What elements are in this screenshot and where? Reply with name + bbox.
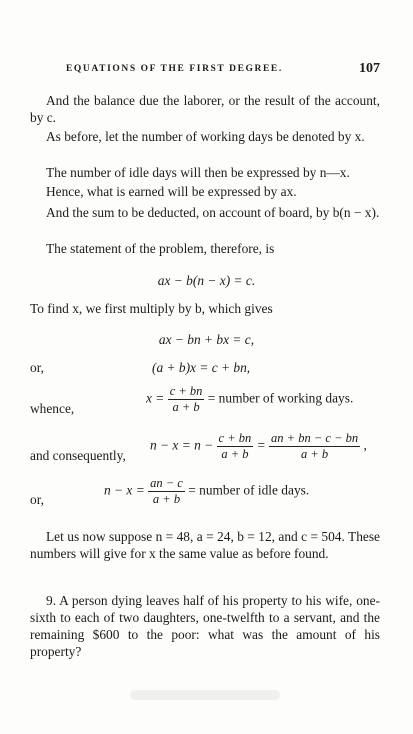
consequently-fraction-2 [269, 431, 360, 462]
equation-2: ax − bn + bx = c, [158, 332, 255, 347]
or-label: or, [30, 360, 44, 375]
paragraph-1: And the balance due the laborer, or the result of the account, by c. [30, 93, 380, 125]
paragraph-2: As before, let the number of working days be denoted by x. [46, 129, 365, 144]
running-header [66, 61, 380, 76]
paragraph-4: Hence, what is earned will be expressed by ax. [46, 184, 297, 199]
or-idle-label: or, [30, 492, 44, 507]
consequently-end: , [363, 437, 367, 453]
whence-denominator: a + b [172, 400, 200, 414]
problem-9: 9. A person dying leaves half of his property to his wife, one-sixth to each of two daughters, one-twelfth to a servant, and the remaining $600 to the poor: what was the amount of his property? [30, 593, 380, 659]
whence-line [30, 384, 390, 424]
whence-lhs: x = [146, 390, 165, 406]
or-idle-denominator: a + b [152, 492, 181, 506]
fraction-1-numerator: c + bn [218, 431, 252, 445]
equation-3: (a + b)x = c + bn, [152, 360, 251, 375]
or-idle-rhs: = number of idle days. [188, 482, 310, 498]
or-idle-line [30, 476, 390, 516]
consequently-label: and consequently, [30, 448, 126, 463]
fraction-2-numerator: an + bn − c − bn [271, 431, 359, 445]
consequently-lhs: n − x = n − [150, 437, 214, 453]
fraction-2-denominator: a + b [301, 447, 329, 461]
equation-1: ax − b(n − x) = c. [157, 273, 256, 288]
paragraph-3: The number of idle days will then be expressed by n—x. [46, 165, 350, 180]
consequently-line [30, 431, 390, 471]
paragraph-8: Let us now suppose n = 48, a = 24, b = 12, and c = 504. These numbers will give for x the same value as before found. [30, 529, 380, 561]
whence-numerator: c + bn [169, 384, 203, 398]
fraction-1-denominator: a + b [221, 447, 249, 461]
running-title: EQUATIONS OF THE FIRST DEGREE. [66, 64, 283, 74]
consequently-equals: = [256, 437, 266, 453]
paragraph-6: The statement of the problem, therefore, is [46, 241, 275, 256]
paragraph-5: And the sum to be deducted, on account of board, by b(n − x). [46, 205, 380, 220]
or-idle-numerator: an − c [150, 476, 183, 490]
whence-rhs: = number of working days. [207, 390, 354, 406]
paragraph-7: To find x, we first multiply by b, which gives [30, 301, 273, 316]
whence-label: whence, [30, 401, 75, 416]
page-number: 107 [359, 61, 380, 76]
consequently-fraction-1 [217, 431, 254, 462]
whence-fraction [168, 384, 205, 415]
or-idle-lhs: n − x = [104, 482, 145, 498]
page-smudge [130, 690, 280, 700]
or-idle-fraction [148, 476, 185, 507]
